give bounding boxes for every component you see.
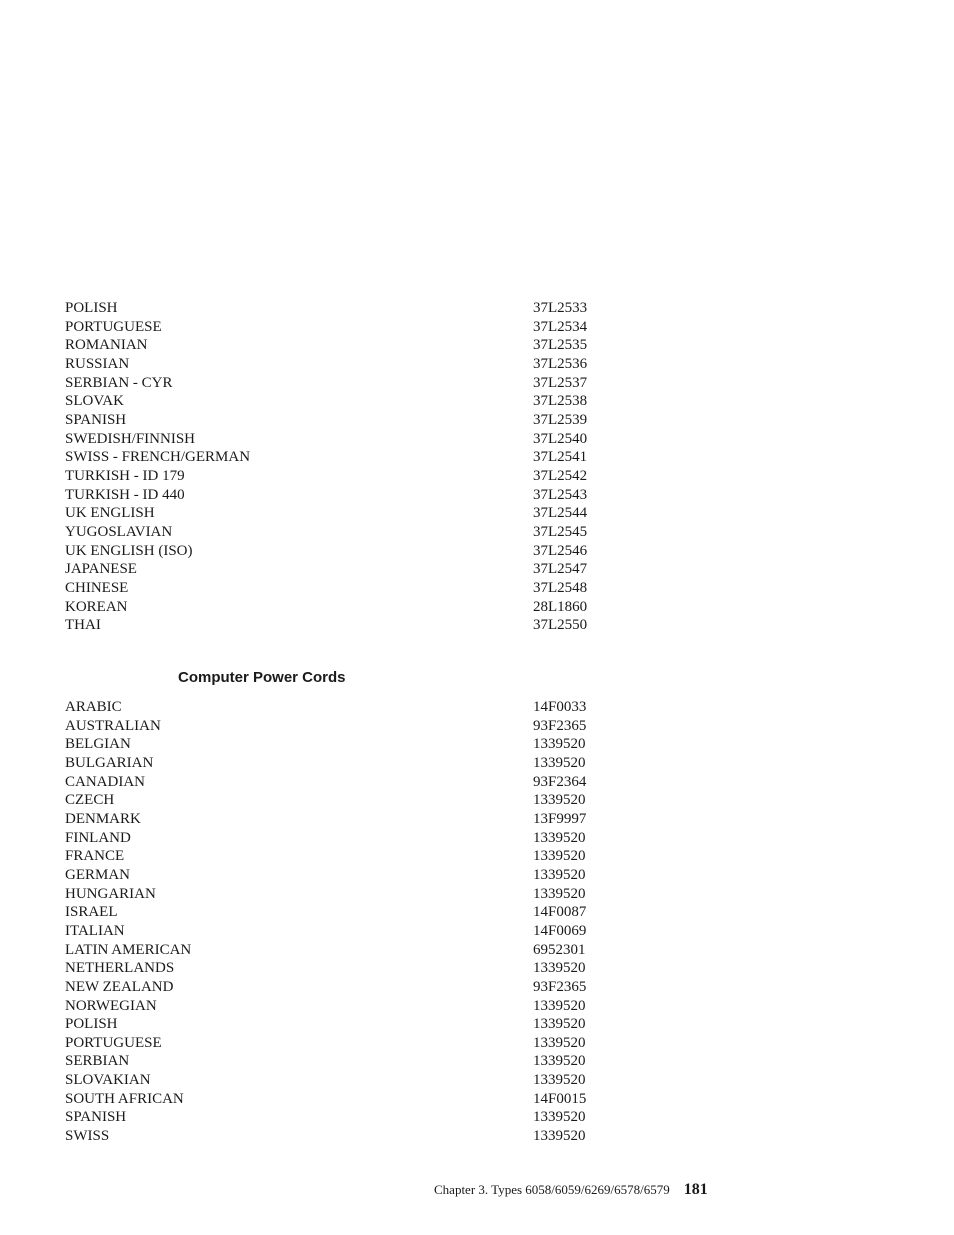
part-number: 1339520: [533, 1016, 586, 1033]
item-name: PORTUGUESE: [65, 1034, 162, 1051]
part-number: 93F2365: [533, 717, 587, 734]
list-item: [65, 1071, 625, 1090]
item-name: TURKISH - ID 179: [65, 467, 185, 484]
part-number: 37L2538: [533, 393, 588, 410]
item-name: SLOVAK: [65, 393, 124, 410]
list-item: [65, 829, 625, 848]
part-number: 37L2539: [533, 411, 588, 428]
list-item: [65, 1090, 625, 1109]
part-number: 1339520: [533, 960, 586, 977]
keyboard-part-list: [65, 299, 625, 635]
part-number: 37L2537: [533, 374, 588, 391]
item-name: SLOVAKIAN: [65, 1072, 151, 1089]
list-item: [65, 847, 625, 866]
part-number: 28L1860: [533, 598, 588, 615]
item-name: FINLAND: [65, 829, 131, 846]
list-item: [65, 448, 625, 467]
list-item: [65, 698, 625, 717]
list-item: [65, 1034, 625, 1053]
part-number: 1339520: [533, 1053, 586, 1070]
item-name: POLISH: [65, 300, 118, 316]
list-item: [65, 978, 625, 997]
list-item: [65, 616, 625, 635]
list-item: [65, 791, 625, 810]
list-item: [65, 1015, 625, 1034]
power-cord-part-list: [65, 698, 625, 1146]
list-item: [65, 542, 625, 561]
list-item: [65, 504, 625, 523]
item-name: POLISH: [65, 1016, 118, 1033]
list-item: [65, 1052, 625, 1071]
part-number: 37L2541: [533, 449, 588, 466]
item-name: SWISS: [65, 1128, 110, 1145]
item-name: ITALIAN: [65, 922, 125, 939]
item-name: CHINESE: [65, 579, 129, 596]
list-item: [65, 392, 625, 411]
item-name: FRANCE: [65, 848, 125, 865]
part-number: 1339520: [533, 885, 586, 902]
page-footer: [434, 1180, 708, 1200]
item-name: AUSTRALIAN: [65, 717, 161, 734]
part-number: 37L2548: [533, 579, 588, 596]
part-number: 6952301: [533, 941, 586, 958]
item-name: BELGIAN: [65, 736, 131, 753]
part-number: 14F0033: [533, 699, 587, 715]
list-item: [65, 486, 625, 505]
list-item: [65, 959, 625, 978]
item-name: ROMANIAN: [65, 337, 148, 354]
item-name: ISRAEL: [65, 904, 118, 921]
list-item: [65, 355, 625, 374]
part-number: 37L2540: [533, 430, 588, 447]
part-number: 1339520: [533, 1034, 586, 1051]
item-name: SERBIAN: [65, 1053, 130, 1070]
part-number: 14F0087: [533, 904, 587, 921]
list-item: [65, 997, 625, 1016]
section-heading-power-cords: Computer Power Cords: [178, 669, 346, 686]
part-number: 37L2544: [533, 505, 588, 522]
list-item: [65, 810, 625, 829]
item-name: PORTUGUESE: [65, 318, 162, 335]
item-name: SPANISH: [65, 1109, 127, 1126]
list-item: [65, 735, 625, 754]
part-number: 37L2535: [533, 337, 588, 354]
part-number: 1339520: [533, 848, 586, 865]
item-name: HUNGARIAN: [65, 885, 156, 902]
list-item: [65, 1108, 625, 1127]
list-item: [65, 885, 625, 904]
list-item: [65, 717, 625, 736]
part-number: 37L2536: [533, 355, 588, 372]
part-number: 37L2547: [533, 561, 588, 578]
list-item: [65, 299, 625, 318]
part-number: 1339520: [533, 1109, 586, 1126]
item-name: LATIN AMERICAN: [65, 941, 192, 958]
part-number: 93F2365: [533, 978, 587, 995]
part-number: 1339520: [533, 736, 586, 753]
item-name: NEW ZEALAND: [65, 978, 174, 995]
item-name: THAI: [65, 617, 101, 634]
item-name: TURKISH - ID 440: [65, 486, 185, 503]
part-number: 37L2533: [533, 300, 588, 316]
item-name: NETHERLANDS: [65, 960, 175, 977]
item-name: UK ENGLISH (ISO): [65, 542, 193, 559]
part-number: 1339520: [533, 792, 586, 809]
part-number: 93F2364: [533, 773, 587, 790]
part-number: 1339520: [533, 1072, 586, 1089]
list-item: [65, 560, 625, 579]
list-item: [65, 430, 625, 449]
item-name: SWISS - FRENCH/GERMAN: [65, 449, 251, 466]
item-name: SPANISH: [65, 411, 127, 428]
list-item: [65, 336, 625, 355]
list-item: [65, 411, 625, 430]
page-number: 181: [683, 1181, 708, 1198]
part-number: 1339520: [533, 1128, 586, 1145]
list-item: [65, 922, 625, 941]
item-name: CZECH: [65, 792, 115, 809]
item-name: NORWEGIAN: [65, 997, 157, 1014]
list-item: [65, 318, 625, 337]
part-number: 37L2546: [533, 542, 588, 559]
item-name: BULGARIAN: [65, 754, 154, 771]
part-number: 37L2542: [533, 467, 588, 484]
item-name: SWEDISH/FINNISH: [65, 430, 196, 447]
part-number: 37L2545: [533, 523, 588, 540]
list-item: [65, 773, 625, 792]
item-name: YUGOSLAVIAN: [65, 523, 173, 540]
part-number: 1339520: [533, 866, 586, 883]
part-number: 1339520: [533, 997, 586, 1014]
item-name: RUSSIAN: [65, 355, 130, 372]
item-name: JAPANESE: [65, 561, 137, 578]
list-item: [65, 754, 625, 773]
list-item: [65, 903, 625, 922]
part-number: 1339520: [533, 754, 586, 771]
part-number: 37L2534: [533, 318, 588, 335]
list-item: [65, 467, 625, 486]
list-item: [65, 374, 625, 393]
item-name: SERBIAN - CYR: [65, 374, 173, 391]
list-item: [65, 523, 625, 542]
item-name: GERMAN: [65, 866, 131, 883]
list-item: [65, 579, 625, 598]
list-item: [65, 598, 625, 617]
item-name: KOREAN: [65, 598, 128, 615]
footer-chapter-title: Chapter 3. Types 6058/6059/6269/6578/6579: [434, 1182, 670, 1197]
part-number: 37L2543: [533, 486, 588, 503]
list-item: [65, 1127, 625, 1146]
part-number: 13F9997: [533, 810, 587, 827]
item-name: CANADIAN: [65, 773, 145, 790]
part-number: 37L2550: [533, 617, 588, 634]
list-item: [65, 866, 625, 885]
item-name: ARABIC: [65, 699, 122, 715]
item-name: SOUTH AFRICAN: [65, 1090, 184, 1107]
part-number: 1339520: [533, 829, 586, 846]
part-number: 14F0069: [533, 922, 587, 939]
list-item: [65, 941, 625, 960]
part-number: 14F0015: [533, 1090, 587, 1107]
item-name: DENMARK: [65, 810, 141, 827]
item-name: UK ENGLISH: [65, 505, 155, 522]
